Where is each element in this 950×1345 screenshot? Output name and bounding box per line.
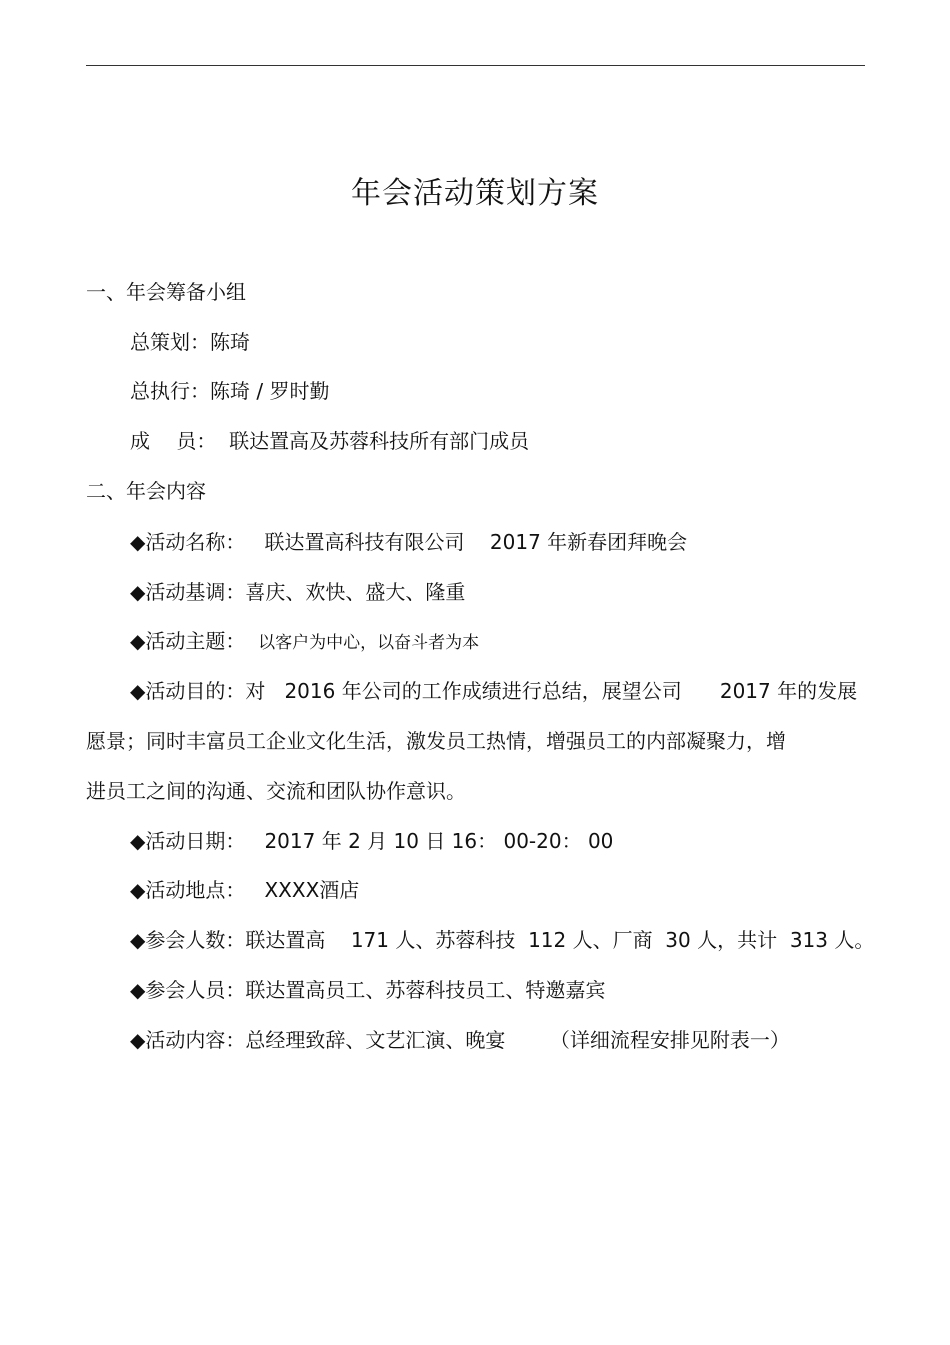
bullet-diamond-icon: ◆ (130, 580, 146, 604)
bullet-diamond-icon: ◆ (130, 1028, 146, 1052)
event-theme-label: 活动主题： (145, 629, 259, 653)
bullet-diamond-icon: ◆ (130, 928, 146, 952)
bullet-diamond-icon: ◆ (130, 629, 146, 653)
event-purpose-line-3: 进员工之间的沟通、交流和团队协作意识。 (86, 779, 466, 803)
event-headcount-text: 参会人数：联达置高 171 人、苏蓉科技 112 人、厂商 30 人，共计 313 人。 (145, 928, 875, 952)
event-purpose-line-1 (130, 676, 857, 706)
event-venue-text: 活动地点： XXXX酒店 (145, 878, 360, 902)
chief-executive: 总执行：陈琦 / 罗时勤 (130, 379, 330, 403)
event-tone-text: 活动基调：喜庆、欢快、盛大、隆重 (145, 580, 466, 604)
event-headcount (130, 925, 874, 955)
bullet-diamond-icon: ◆ (130, 679, 146, 703)
event-tone (130, 577, 465, 607)
event-purpose-line-2: 愿景；同时丰富员工企业文化生活，激发员工热情，增强员工的内部凝聚力，增 (86, 729, 786, 753)
event-attendees-text: 参会人员：联达置高员工、苏蓉科技员工、特邀嘉宾 (145, 978, 606, 1002)
event-purpose-text-1: 活动目的：对 2016 年公司的工作成绩进行总结，展望公司 2017 年的发展 (145, 679, 858, 703)
event-date (130, 826, 613, 856)
event-venue (130, 875, 359, 905)
section-heading-preparation-team: 一、年会筹备小组 (86, 280, 246, 304)
event-name-text: 活动名称： 联达置高科技有限公司 2017 年新春团拜晚会 (145, 530, 688, 554)
bullet-diamond-icon: ◆ (130, 878, 146, 902)
event-content (130, 1025, 790, 1055)
event-attendees (130, 975, 605, 1005)
bullet-diamond-icon: ◆ (130, 978, 146, 1002)
event-name (130, 527, 687, 557)
event-theme-value: 以客户为中心，以奋斗者为本 (258, 633, 480, 653)
header-rule (86, 65, 865, 66)
event-theme (130, 626, 479, 658)
document-title: 年会活动策划方案 (351, 176, 599, 211)
members: 成 员： 联达置高及苏蓉科技所有部门成员 (130, 429, 530, 453)
chief-planner: 总策划：陈琦 (130, 330, 250, 354)
event-content-text: 活动内容：总经理致辞、文艺汇演、晚宴 （详细流程安排见附表一） (145, 1028, 790, 1052)
section-heading-content: 二、年会内容 (86, 479, 206, 503)
event-date-text: 活动日期： 2017 年 2 月 10 日 16： 00-20： 00 (145, 829, 614, 853)
bullet-diamond-icon: ◆ (130, 530, 146, 554)
bullet-diamond-icon: ◆ (130, 829, 146, 853)
